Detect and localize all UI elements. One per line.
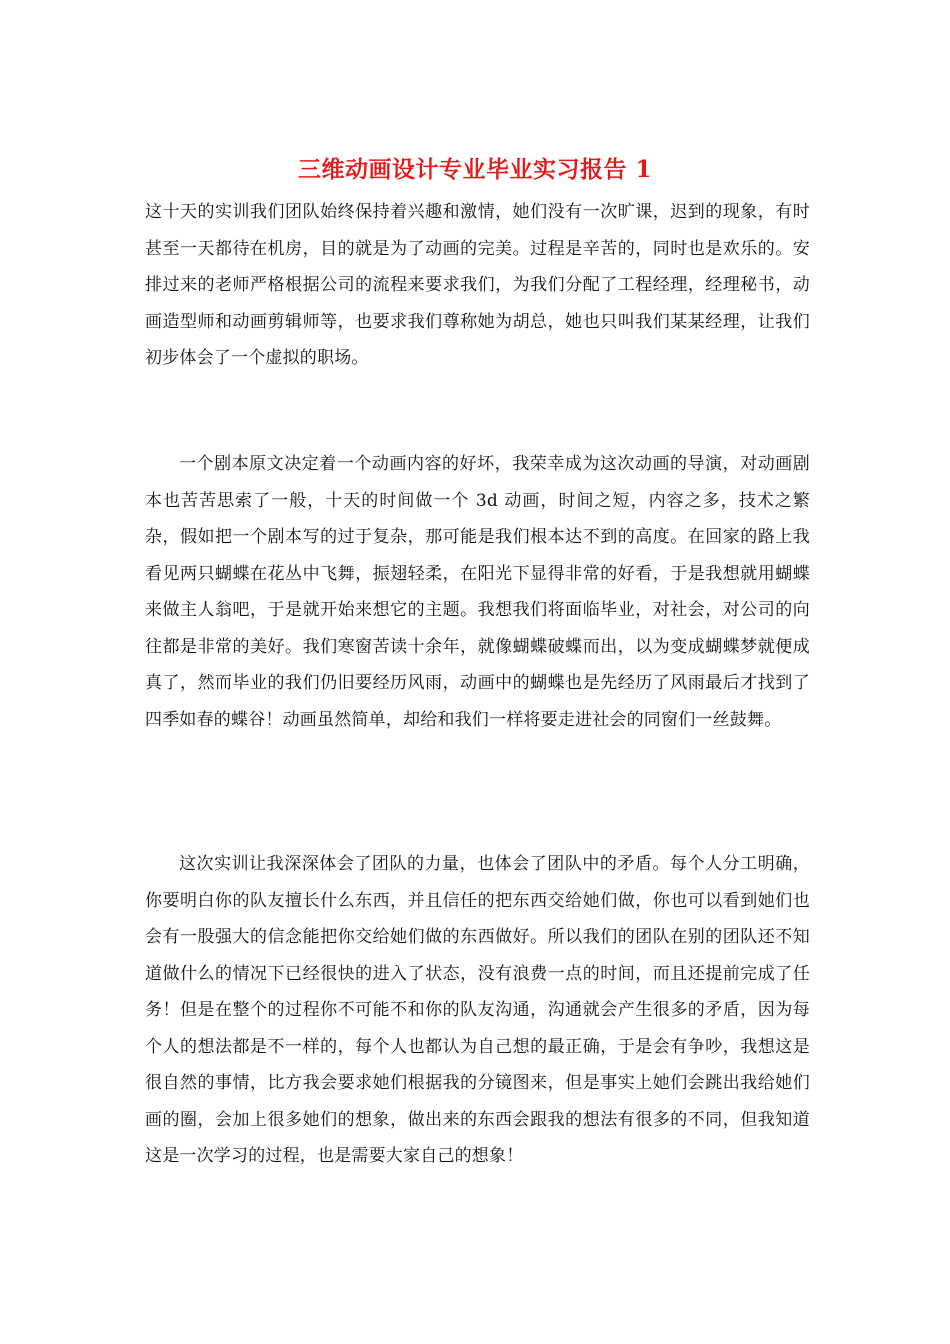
paragraph-3: 这次实训让我深深体会了团队的力量，也体会了团队中的矛盾。每个人分工明确，你要明白你的队友擅长什么东西，并且信任的把东西交给她们做，你也可以看到她们也会有一股强大的信念能把你交给她们做的东西做好。所以我们的团队在别的团队还不知道做什么的情况下已经很快的进入了状态，没有浪费一点的时间，而且还提前完成了任务！但是在整个的过程你不可能不和你的队友沟通，沟通就会产生很多的矛盾，因为每个人的想法都是不一样的，每个人也都认为自己想的最正确，于是会有争吵，我想这是很自然的事情，比方我会要求她们根据我的分镜图来，但是事实上她们会跳出我给她们画的圈，会加上很多她们的想象，做出来的东西会跟我的想法有很多的不同，但我知道这是一次学习的过程，也是需要大家自己的想象！ (145, 854, 810, 1166)
paragraph-1: 这十天的实训我们团队始终保持着兴趣和激情，她们没有一次旷课，迟到的现象，有时甚至一天都待在机房，目的就是为了动画的完美。过程是辛苦的，同时也是欢乐的。安排过来的老师严格根据公司的流程来要求我们，为我们分配了工程经理，经理秘书，动画造型师和动画剪辑师等，也要求我们尊称她为胡总，她也只叫我们某某经理，让我们初步体会了一个虚拟的职场。 (145, 202, 810, 368)
document-title: 三维动画设计专业毕业实习报告 1 (297, 156, 652, 183)
paragraph-2: 一个剧本原文决定着一个动画内容的好坏，我荣幸成为这次动画的导演，对动画剧本也苦苦思索了一般，十天的时间做一个 3d 动画，时间之短，内容之多，技术之繁杂，假如把一个剧本写的过于复杂，那可能是我们根本达不到的高度。在回家的路上我看见两只蝴蝶在花丛中飞舞，振翅轻柔，在阳光下显得非常的好看，于是我想就用蝴蝶来做主人翁吧，于是就开始来想它的主题。我想我们将面临毕业，对社会，对公司的向往都是非常的美好。我们寒窗苦读十余年，就像蝴蝶破蝶而出，以为变成蝴蝶梦就便成真了，然而毕业的我们仍旧要经历风雨，动画中的蝴蝶也是先经历了风雨最后才找到了四季如春的蝶谷！动画虽然简单，却给和我们一样将要走进社会的同窗们一丝鼓舞。 (145, 454, 810, 730)
